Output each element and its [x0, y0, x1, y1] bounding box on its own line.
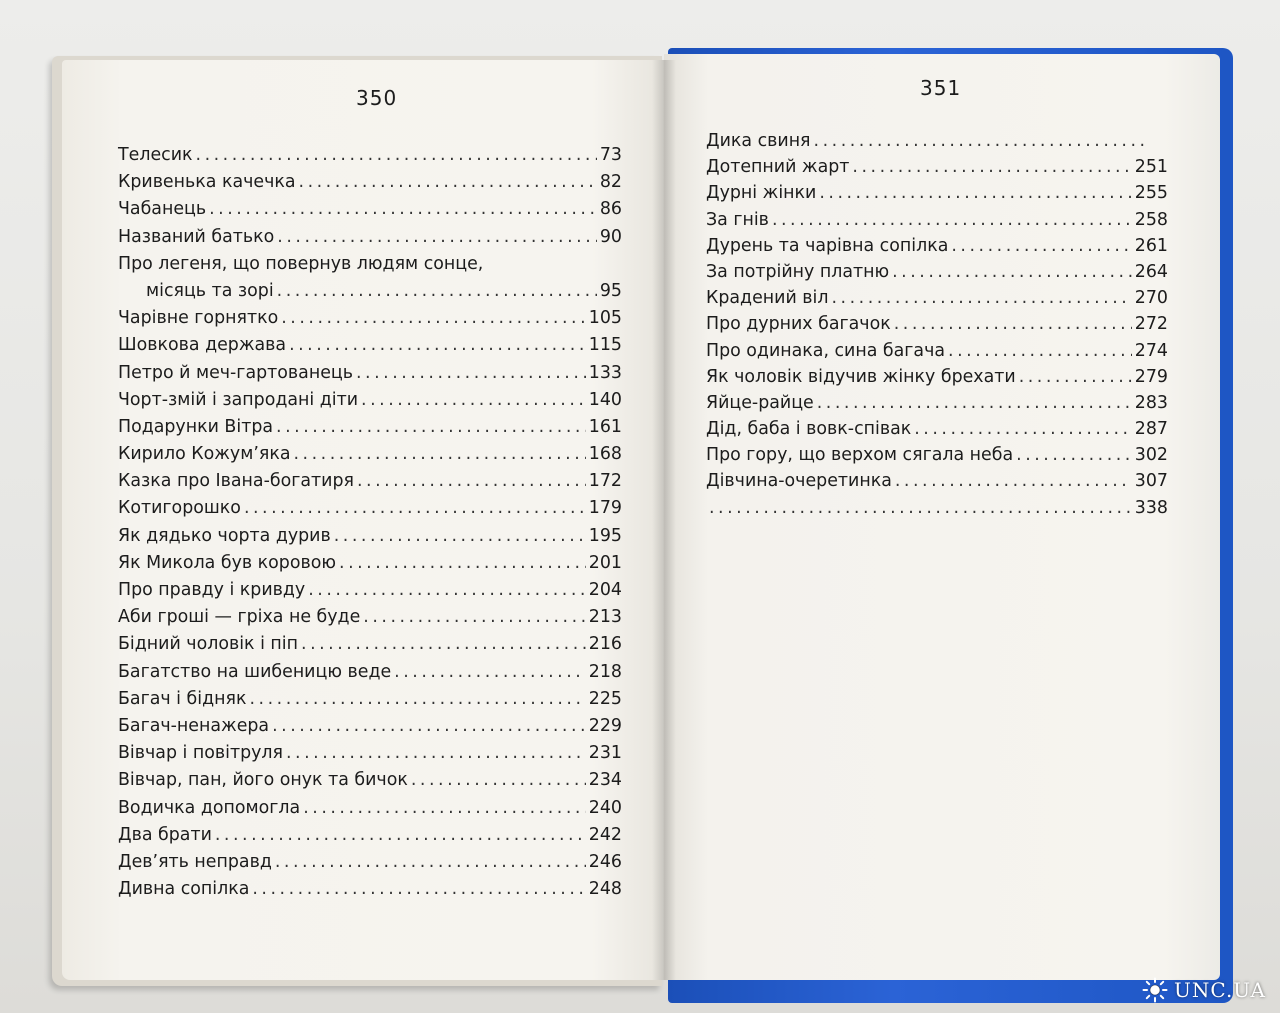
toc-entry-title: Як дядько чорта дурив — [118, 525, 331, 546]
toc-leader-dots — [308, 577, 586, 604]
toc-entry-title: Багач-ненажера — [118, 715, 270, 736]
left-page — [62, 60, 664, 980]
toc-entry-title: Яйце-райце — [706, 392, 814, 413]
toc-entry-title: За потрійну платню — [706, 261, 890, 282]
toc-entry-page: 242 — [588, 824, 622, 845]
toc-entry-title: Котигорошко — [118, 498, 241, 519]
toc-leader-dots — [831, 285, 1131, 311]
toc-leader-dots — [275, 849, 586, 876]
toc-entry-page: 216 — [588, 634, 622, 655]
toc-entry — [706, 338, 1168, 364]
toc-entry-page: 133 — [588, 362, 622, 383]
toc-entry — [706, 468, 1168, 494]
toc-leader-dots — [411, 767, 586, 794]
toc-entry-page: 213 — [588, 607, 622, 628]
toc-entry-title: Дика свиня — [706, 131, 811, 151]
toc-leader-dots — [363, 604, 586, 631]
toc-entry — [118, 305, 622, 332]
toc-entry — [118, 196, 622, 223]
toc-entry-title: Вівчар, пан, його онук та бичок — [118, 770, 408, 791]
toc-entry — [118, 713, 622, 740]
toc-leader-dots — [303, 795, 586, 822]
toc-entry — [706, 364, 1168, 390]
toc-leader-dots — [356, 360, 586, 387]
toc-entry-title: Шовкова держава — [118, 335, 287, 356]
toc-leader-dots — [1019, 364, 1132, 390]
toc-leader-dots — [892, 259, 1132, 285]
toc-entry-title: Названий батько — [118, 226, 275, 247]
toc-leader-dots — [244, 495, 586, 522]
toc-leader-dots — [334, 523, 586, 550]
toc-leader-dots — [357, 468, 586, 495]
toc-leader-dots — [301, 631, 586, 658]
toc-entry — [118, 387, 622, 414]
page-number-left: 350 — [356, 86, 398, 110]
toc-entry — [118, 659, 622, 686]
toc-leader-dots — [252, 876, 585, 903]
toc-entry-page: 302 — [1134, 445, 1168, 466]
toc-leader-dots — [249, 686, 585, 713]
toc-entry-page: 307 — [1134, 471, 1168, 492]
toc-entry-title: Дівчина-очеретинка — [706, 471, 892, 492]
toc-entry-page: 82 — [599, 172, 622, 193]
toc-entry — [118, 495, 622, 522]
toc-entry-title-continuation: місяць та зорі — [146, 280, 274, 301]
toc-entry-title: Багач і бідняк — [118, 688, 247, 709]
toc-leader-dots — [361, 387, 586, 414]
toc-entry-page: 270 — [1134, 288, 1168, 309]
toc-entry — [706, 128, 1168, 154]
toc-entry — [706, 259, 1168, 285]
toc-entry-title: Телесик — [118, 145, 193, 165]
toc-entry — [706, 233, 1168, 259]
toc-entry-title: Про дурних багачок — [706, 314, 891, 335]
toc-entry-page: 274 — [1134, 340, 1168, 361]
page-number-right: 351 — [920, 76, 962, 100]
toc-entry-page: 231 — [588, 743, 622, 764]
toc-entry-title: Аби гроші — гріха не буде — [118, 607, 361, 628]
toc-entry-title: Кирило Кожум’яка — [118, 444, 291, 465]
watermark-text: UNC.UA — [1174, 978, 1266, 1002]
toc-entry-page: 140 — [588, 389, 622, 410]
toc-entry — [118, 441, 622, 468]
toc-leader-dots — [289, 332, 586, 359]
toc-entry — [118, 550, 622, 577]
toc-entry-page: 86 — [599, 199, 622, 220]
toc-entry — [706, 495, 1168, 521]
toc-leader-dots — [294, 441, 586, 468]
toc-leader-dots — [394, 659, 586, 686]
toc-entry-page: 283 — [1134, 392, 1168, 413]
toc-entry — [118, 876, 622, 903]
toc-entry-page: 90 — [599, 226, 622, 247]
toc-entry-page: 258 — [1134, 209, 1168, 230]
toc-entry-title: Про одинака, сина багача — [706, 340, 946, 361]
toc-entry-title: За гнів — [706, 209, 769, 230]
toc-leader-dots — [709, 495, 1132, 521]
toc-entry-title: Про легеня, що повернув людям сонце, — [118, 253, 484, 274]
toc-entry-title: Чабанець — [118, 199, 207, 220]
toc-entry-page: 73 — [599, 145, 622, 165]
toc-leader-dots — [286, 740, 586, 767]
toc-leader-dots — [895, 468, 1132, 494]
toc-entry — [118, 631, 622, 658]
toc-entry — [118, 822, 622, 849]
toc-entry — [118, 740, 622, 767]
toc-entry-title: Як чоловік відучив жінку брехати — [706, 366, 1016, 387]
toc-leader-dots — [272, 713, 586, 740]
toc-entry — [118, 849, 622, 876]
toc-entry-page: 95 — [599, 280, 622, 301]
toc-entry — [118, 767, 622, 794]
toc-entry-title: Крадений віл — [706, 288, 829, 309]
toc-entry — [118, 360, 622, 387]
toc-entry — [706, 285, 1168, 311]
toc-entry — [118, 142, 622, 169]
toc-entry-page: 248 — [588, 879, 622, 900]
toc-leader-dots — [1016, 442, 1132, 468]
toc-entry — [118, 686, 622, 713]
toc-entry-title: Про гору, що верхом сягала неба — [706, 445, 1014, 466]
toc-leader-dots — [339, 550, 586, 577]
toc-entry-page: 261 — [1134, 235, 1168, 256]
toc-entry-title: Кривенька качечка — [118, 172, 296, 193]
table-of-contents-right — [706, 128, 1168, 521]
toc-entry — [118, 414, 622, 441]
toc-entry-title: Вівчар і повітруля — [118, 743, 283, 764]
toc-entry-page: 225 — [588, 688, 622, 709]
toc-entry-page: 168 — [588, 444, 622, 465]
toc-entry-title: Чорт-змій і запродані діти — [118, 389, 359, 410]
toc-entry — [706, 207, 1168, 233]
toc-entry-page: 240 — [588, 797, 622, 818]
toc-leader-dots — [817, 390, 1132, 416]
toc-entry — [706, 390, 1168, 416]
toc-entry-title: Дурні жінки — [706, 183, 817, 204]
toc-leader-dots — [852, 154, 1131, 180]
toc-leader-dots — [948, 338, 1132, 364]
toc-entry-page: 255 — [1134, 183, 1168, 204]
toc-entry-title: Дурень та чарівна сопілка — [706, 235, 949, 256]
toc-leader-dots — [299, 169, 597, 196]
toc-entry-title: Подарунки Вітра — [118, 416, 274, 437]
toc-leader-dots — [196, 142, 597, 169]
toc-entry-title: Водичка допомогла — [118, 797, 301, 818]
toc-entry-title: Чарівне горнятко — [118, 308, 279, 329]
toc-entry — [118, 795, 622, 822]
toc-leader-dots — [277, 224, 597, 251]
toc-entry-page: 161 — [588, 416, 622, 437]
toc-entry-title: Казка про Івана-богатиря — [118, 471, 354, 492]
toc-entry — [118, 332, 622, 359]
toc-entry — [706, 180, 1168, 206]
toc-leader-dots — [819, 180, 1131, 206]
toc-leader-dots — [209, 196, 597, 223]
toc-entry — [118, 523, 622, 550]
toc-entry-page: 229 — [588, 715, 622, 736]
toc-entry-page: 279 — [1134, 366, 1168, 387]
toc-entry-title: Як Микола був коровою — [118, 552, 337, 573]
toc-entry — [118, 169, 622, 196]
toc-entry-title: Багатство на шибеницю веде — [118, 661, 392, 682]
toc-leader-dots — [951, 233, 1131, 259]
toc-entry — [706, 416, 1168, 442]
toc-leader-dots — [215, 822, 586, 849]
toc-entry-page: 287 — [1134, 419, 1168, 440]
toc-entry-title: Дід, баба і вовк-співак — [706, 419, 912, 440]
table-of-contents-left — [118, 142, 622, 903]
toc-entry-title: Петро й меч-гартованець — [118, 362, 353, 383]
toc-entry-title: Дивна сопілка — [118, 879, 250, 900]
toc-entry — [706, 311, 1168, 337]
toc-entry-title: Про правду і кривду — [118, 580, 306, 601]
toc-entry-page: 179 — [588, 498, 622, 519]
toc-leader-dots — [276, 414, 586, 441]
toc-entry-page: 115 — [588, 335, 622, 356]
toc-entry — [706, 442, 1168, 468]
toc-entry-title: Бідний чоловік і піп — [118, 634, 299, 655]
toc-entry — [706, 154, 1168, 180]
toc-entry-page: 246 — [588, 851, 622, 872]
sun-icon — [1142, 977, 1168, 1003]
right-page — [664, 54, 1220, 980]
toc-entry-page: 251 — [1134, 157, 1168, 178]
toc-entry-page: 338 — [1134, 497, 1168, 518]
toc-entry-page: 218 — [588, 661, 622, 682]
toc-entry-page: 204 — [588, 580, 622, 601]
toc-entry — [118, 604, 622, 631]
toc-entry-title: Два брати — [118, 824, 212, 845]
toc-leader-dots — [814, 128, 1145, 154]
toc-entry — [118, 577, 622, 604]
toc-entry-page: 201 — [588, 552, 622, 573]
toc-entry — [118, 468, 622, 495]
toc-entry-page: 105 — [588, 308, 622, 329]
toc-leader-dots — [277, 278, 597, 305]
toc-leader-dots — [914, 416, 1132, 442]
toc-leader-dots — [894, 311, 1132, 337]
open-book — [48, 40, 1238, 1000]
toc-entry-page: 172 — [588, 471, 622, 492]
toc-entry-title: Дев’ять неправд — [118, 851, 272, 872]
toc-leader-dots — [772, 207, 1132, 233]
toc-entry-page: 264 — [1134, 261, 1168, 282]
watermark — [1142, 977, 1266, 1003]
toc-entry-page: 234 — [588, 770, 622, 791]
toc-entry-page: 195 — [588, 525, 622, 546]
toc-entry-title: Дотепний жарт — [706, 157, 850, 178]
toc-leader-dots — [281, 305, 586, 332]
toc-entry-page: 272 — [1134, 314, 1168, 335]
toc-entry — [118, 251, 622, 305]
toc-entry — [118, 224, 622, 251]
